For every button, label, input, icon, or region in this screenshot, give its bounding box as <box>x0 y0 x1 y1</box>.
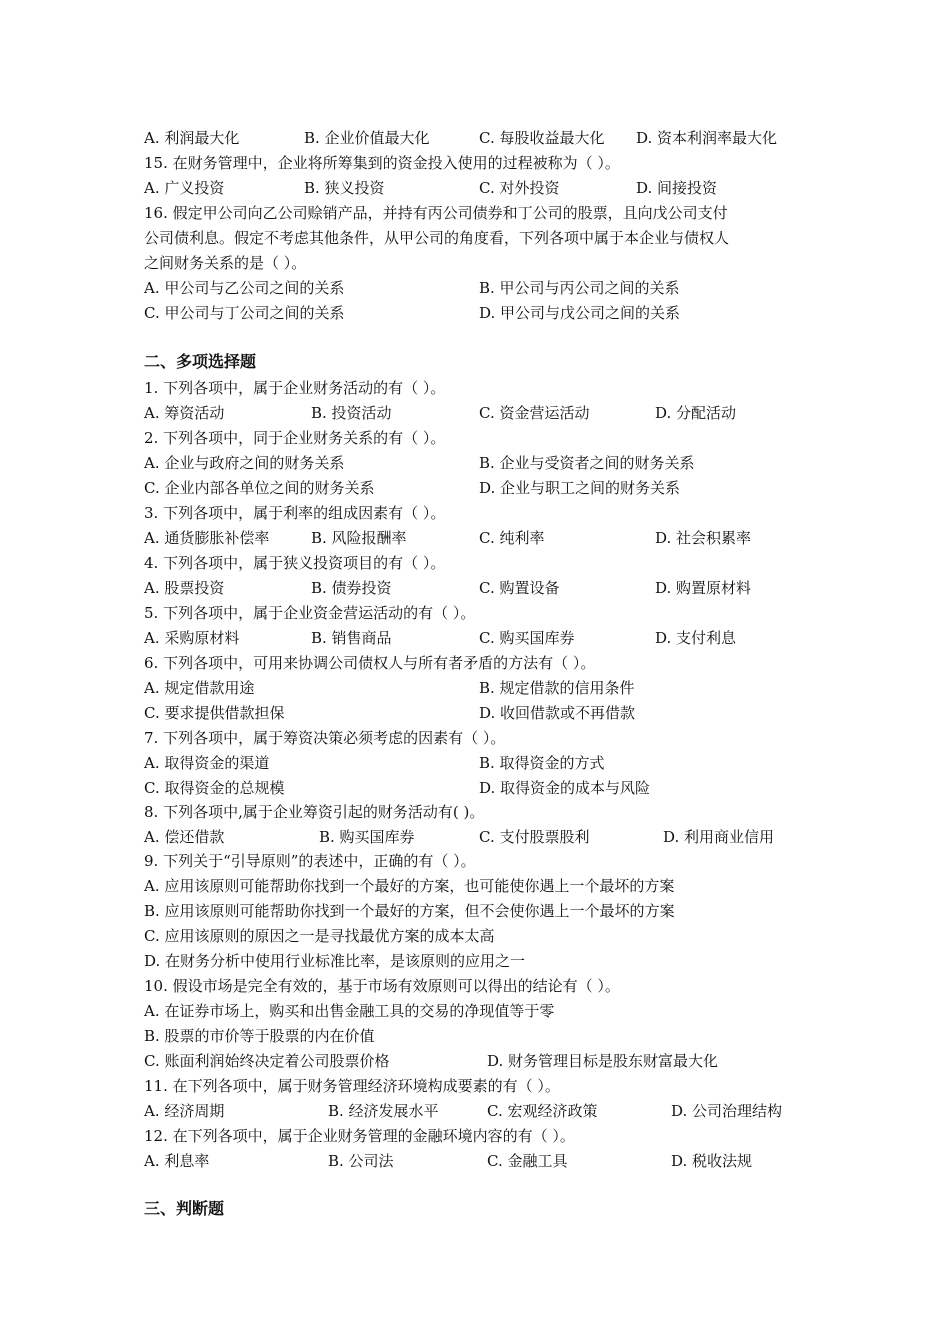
option-b: B. 企业与受资者之间的财务关系 <box>479 454 695 472</box>
option-c: C. 取得资金的总规模 <box>144 779 285 797</box>
option-d: D. 财务管理目标是股东财富最大化 <box>487 1052 719 1070</box>
question-16: 16. 假定甲公司向乙公司赊销产品，并持有丙公司债券和丁公司的股票，且向戊公司支付 <box>144 204 728 222</box>
option-d: D. 企业与职工之间的财务关系 <box>479 479 681 497</box>
option-b: B. 债券投资 <box>311 579 392 597</box>
option-c: C. 购买国库券 <box>479 629 575 647</box>
question-m4: 4. 下列各项中，属于狭义投资项目的有（ ）。 <box>144 554 446 572</box>
option-c: C. 要求提供借款担保 <box>144 704 285 722</box>
option-c: C. 企业内部各单位之间的财务关系 <box>144 479 375 497</box>
option-c: C. 宏观经济政策 <box>487 1102 598 1120</box>
option-c: C. 应用该原则的原因之一是寻找最优方案的成本太高 <box>144 927 495 945</box>
question-m1: 1. 下列各项中，属于企业财务活动的有（ ）。 <box>144 379 446 397</box>
option-d: D. 税收法规 <box>671 1152 753 1170</box>
option-b: B. 企业价值最大化 <box>304 129 430 147</box>
option-a: A. 取得资金的渠道 <box>144 754 270 772</box>
option-b: B. 取得资金的方式 <box>479 754 605 772</box>
option-c: C. 购置设备 <box>479 579 560 597</box>
option-c: C. 对外投资 <box>479 179 560 197</box>
section-heading-multiple-choice: 二、多项选择题 <box>144 352 257 371</box>
question-m9: 9. 下列关于“引导原则”的表述中，正确的有（ ）。 <box>144 852 476 870</box>
option-a: A. 利润最大化 <box>144 129 240 147</box>
question-m5: 5. 下列各项中，属于企业资金营运活动的有（ ）。 <box>144 604 476 622</box>
option-a: A. 甲公司与乙公司之间的关系 <box>144 279 345 297</box>
option-a: A. 通货膨胀补偿率 <box>144 529 270 547</box>
question-m8: 8. 下列各项中,属于企业筹资引起的财务活动有( )。 <box>144 803 485 821</box>
question-m11: 11. 在下列各项中，属于财务管理经济环境构成要素的有（ ）。 <box>144 1077 560 1095</box>
question-m2: 2. 下列各项中，同于企业财务关系的有（ ）。 <box>144 429 446 447</box>
question-16-cont: 之间财务关系的是（ ）。 <box>144 254 307 272</box>
option-c: C. 每股收益最大化 <box>479 129 605 147</box>
option-a: A. 在证券市场上，购买和出售金融工具的交易的净现值等于零 <box>144 1002 555 1020</box>
option-a: A. 采购原材料 <box>144 629 240 647</box>
option-c: C. 甲公司与丁公司之间的关系 <box>144 304 345 322</box>
option-c: C. 账面利润始终决定着公司股票价格 <box>144 1052 390 1070</box>
option-d: D. 支付利息 <box>655 629 737 647</box>
option-d: D. 甲公司与戊公司之间的关系 <box>479 304 681 322</box>
option-a: A. 企业与政府之间的财务关系 <box>144 454 345 472</box>
option-a: A. 规定借款用途 <box>144 679 255 697</box>
option-d: D. 社会积累率 <box>655 529 752 547</box>
option-c: C. 金融工具 <box>487 1152 568 1170</box>
question-m7: 7. 下列各项中，属于筹资决策必须考虑的因素有（ ）。 <box>144 729 506 747</box>
option-a: A. 筹资活动 <box>144 404 225 422</box>
option-a: A. 经济周期 <box>144 1102 225 1120</box>
option-d: D. 收回借款或不再借款 <box>479 704 636 722</box>
question-16-cont: 公司债利息。假定不考虑其他条件，从甲公司的角度看，下列各项中属于本企业与债权人 <box>144 229 730 247</box>
option-b: B. 经济发展水平 <box>328 1102 439 1120</box>
option-b: B. 应用该原则可能帮助你找到一个最好的方案，但不会使你遇上一个最坏的方案 <box>144 902 675 920</box>
option-a: A. 应用该原则可能帮助你找到一个最好的方案，也可能使你遇上一个最坏的方案 <box>144 877 675 895</box>
option-a: A. 偿还借款 <box>144 828 225 846</box>
option-b: B. 狭义投资 <box>304 179 385 197</box>
option-c: C. 支付股票股利 <box>479 828 590 846</box>
option-b: B. 投资活动 <box>311 404 392 422</box>
option-d: D. 分配活动 <box>655 404 737 422</box>
question-m6: 6. 下列各项中，可用来协调公司债权人与所有者矛盾的方法有（ ）。 <box>144 654 596 672</box>
option-b: B. 公司法 <box>328 1152 394 1170</box>
option-d: D. 资本利润率最大化 <box>636 129 778 147</box>
section-heading-true-false: 三、判断题 <box>144 1199 225 1218</box>
option-a: A. 利息率 <box>144 1152 210 1170</box>
option-b: B. 甲公司与丙公司之间的关系 <box>479 279 680 297</box>
option-a: A. 广义投资 <box>144 179 225 197</box>
option-c: C. 纯利率 <box>479 529 545 547</box>
option-b: B. 销售商品 <box>311 629 392 647</box>
option-a: A. 股票投资 <box>144 579 225 597</box>
option-b: B. 规定借款的信用条件 <box>479 679 635 697</box>
option-d: D. 利用商业信用 <box>663 828 775 846</box>
option-b: B. 股票的市价等于股票的内在价值 <box>144 1027 375 1045</box>
option-d: D. 取得资金的成本与风险 <box>479 779 651 797</box>
option-d: D. 公司治理结构 <box>671 1102 783 1120</box>
question-15: 15. 在财务管理中，企业将所筹集到的资金投入使用的过程被称为（ ）。 <box>144 154 620 172</box>
question-m10: 10. 假设市场是完全有效的，基于市场有效原则可以得出的结论有（ ）。 <box>144 977 620 995</box>
option-c: C. 资金营运活动 <box>479 404 590 422</box>
option-d: D. 购置原材料 <box>655 579 752 597</box>
question-m12: 12. 在下列各项中，属于企业财务管理的金融环境内容的有（ ）。 <box>144 1127 575 1145</box>
option-b: B. 风险报酬率 <box>311 529 407 547</box>
option-b: B. 购买国库券 <box>319 828 415 846</box>
option-d: D. 在财务分析中使用行业标准比率，是该原则的应用之一 <box>144 952 526 970</box>
question-m3: 3. 下列各项中，属于利率的组成因素有（ ）。 <box>144 504 446 522</box>
option-d: D. 间接投资 <box>636 179 718 197</box>
